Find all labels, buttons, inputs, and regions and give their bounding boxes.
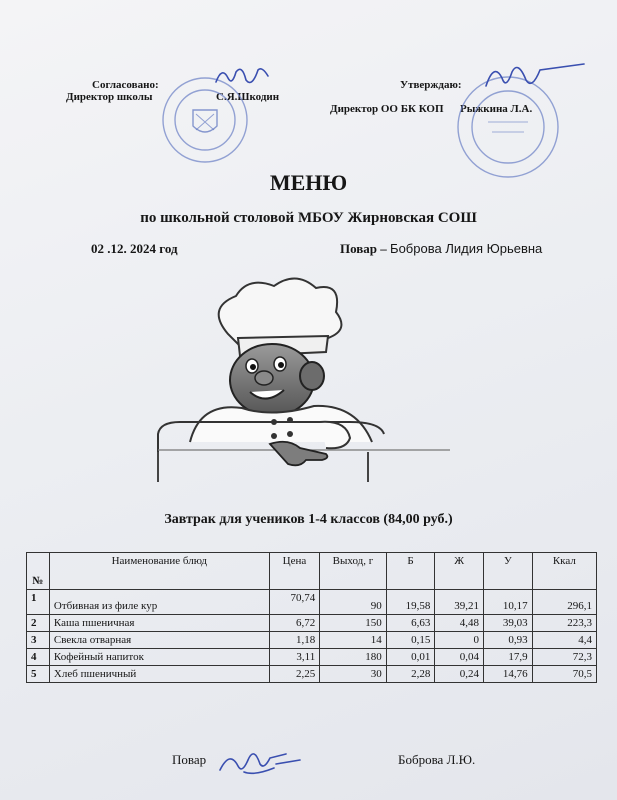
header-index: № [27,553,50,590]
table-row [27,649,597,666]
row-index: 4 [27,649,50,666]
header-kcal: Ккал [532,553,596,590]
row-weight: 90 [320,590,386,615]
row-fat: 0,04 [435,649,484,666]
header-protein: Б [386,553,435,590]
approval-right-title: Утверждаю: [400,79,462,91]
approval-left-role: Директор школы [66,91,153,103]
row-protein: 6,63 [386,615,435,632]
row-weight: 14 [320,632,386,649]
row-price: 3,11 [269,649,320,666]
chef-illustration-icon [150,272,470,482]
table-header-row [27,553,597,590]
row-weight: 180 [320,649,386,666]
header-fat: Ж [435,553,484,590]
row-protein: 0,01 [386,649,435,666]
cook-name: Боброва Лидия Юрьевна [390,241,543,256]
row-index: 1 [27,590,50,615]
row-dish: Хлеб пшеничный [49,666,269,683]
row-carbs: 0,93 [484,632,533,649]
table-row [27,666,597,683]
menu-date: 02 .12. 2024 год [91,241,178,256]
row-kcal: 72,3 [532,649,596,666]
head-signature-icon [480,60,590,100]
header-weight: Выход, г [320,553,386,590]
table-row [27,590,597,615]
row-fat: 4,48 [435,615,484,632]
row-dish: Каша пшеничная [49,615,269,632]
row-dish: Свекла отварная [49,632,269,649]
header-price: Цена [269,553,320,590]
row-price: 1,18 [269,632,320,649]
table-row [27,632,597,649]
menu-table [26,552,597,683]
row-kcal: 70,5 [532,666,596,683]
header-carbs: У [484,553,533,590]
cook-label: Повар – [340,241,387,256]
approval-left-name: С.Я.Шкодин [216,91,280,103]
row-kcal: 296,1 [532,590,596,615]
footer-role: Повар [172,752,207,767]
meal-title: Завтрак для учеников 1-4 классов (84,00 руб.) [164,512,453,527]
row-price: 6,72 [269,615,320,632]
footer-name: Боброва Л.Ю. [398,752,476,767]
row-carbs: 10,17 [484,590,533,615]
row-carbs: 39,03 [484,615,533,632]
row-carbs: 17,9 [484,649,533,666]
row-fat: 0,24 [435,666,484,683]
cook-line [340,241,542,257]
school-subtitle: по школьной столовой МБОУ Жирновская СОШ [140,210,477,226]
row-kcal: 4,4 [532,632,596,649]
row-index: 3 [27,632,50,649]
row-protein: 19,58 [386,590,435,615]
row-dish: Кофейный напиток [49,649,269,666]
page-title: МЕНЮ [269,170,348,195]
table-row [27,615,597,632]
row-protein: 2,28 [386,666,435,683]
header-dish: Наименование блюд [49,553,269,590]
row-fat: 39,21 [435,590,484,615]
row-kcal: 223,3 [532,615,596,632]
row-price: 70,74 [269,590,320,615]
approval-left-title: Согласовано: [92,79,159,91]
row-weight: 150 [320,615,386,632]
director-signature-icon [212,62,272,92]
row-weight: 30 [320,666,386,683]
row-protein: 0,15 [386,632,435,649]
row-fat: 0 [435,632,484,649]
approval-right-name: Рыжкина Л.А. [460,103,533,115]
row-carbs: 14,76 [484,666,533,683]
row-index: 5 [27,666,50,683]
row-dish: Отбивная из филе кур [49,590,269,615]
row-index: 2 [27,615,50,632]
approval-right-role: Директор ОО БК КОП [330,103,444,115]
cook-signature-icon [214,736,310,778]
row-price: 2,25 [269,666,320,683]
